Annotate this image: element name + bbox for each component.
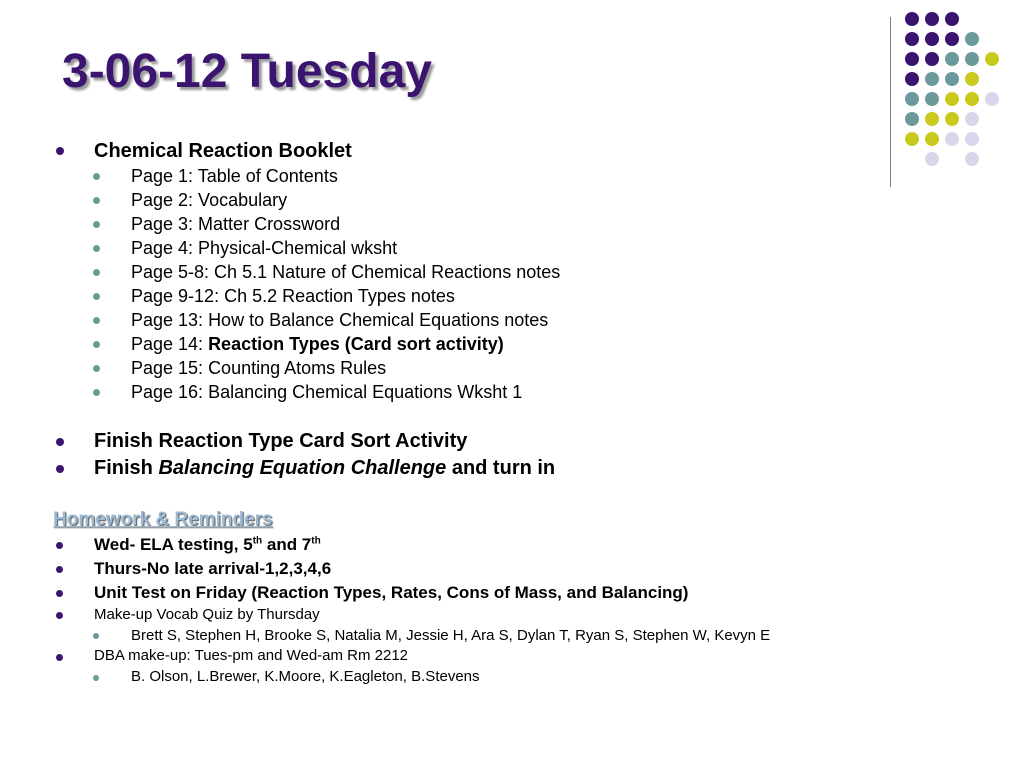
challenge-title: Balancing Equation Challenge (158, 457, 447, 479)
bullet-icon (56, 566, 63, 573)
ela-text-b: and 7 (262, 535, 312, 554)
booklet-page-5-8: Page 5-8: Ch 5.1 Nature of Chemical Reactions notes (131, 262, 561, 282)
bullet-icon (56, 542, 63, 549)
booklet-page-2: Page 2: Vocabulary (131, 190, 288, 210)
ela-text-a: Wed- ELA testing, 5 (94, 535, 253, 554)
sub-bullet-icon (93, 633, 99, 639)
vocab-quiz-names: Brett S, Stephen H, Brooke S, Natalia M, Jessie H, Ara S, Dylan T, Ryan S, Stephen W, Kevyn E (131, 627, 771, 644)
reminder-vocab-quiz: Make-up Vocab Quiz by Thursday (94, 606, 320, 623)
bullet-icon (56, 438, 64, 446)
sub-bullet-icon (93, 221, 100, 228)
booklet-heading: Chemical Reaction Booklet (94, 140, 352, 162)
reminder-dba-makeup: DBA make-up: Tues-pm and Wed-am Rm 2212 (94, 647, 409, 664)
sub-bullet-icon (93, 269, 100, 276)
booklet-page-3: Page 3: Matter Crossword (131, 214, 341, 234)
booklet-page-16: Page 16: Balancing Chemical Equations Wksht 1 (131, 382, 523, 402)
page-14-prefix: Page 14: (131, 334, 209, 354)
task-challenge (94, 457, 555, 480)
booklet-page-15: Page 15: Counting Atoms Rules (131, 358, 387, 378)
challenge-prefix: Finish (94, 457, 159, 479)
booklet-page-13: Page 13: How to Balance Chemical Equations notes (131, 310, 549, 330)
sub-bullet-icon (93, 317, 100, 324)
sub-bullet-icon (93, 293, 100, 300)
sub-bullet-icon (93, 245, 100, 252)
bullet-icon (56, 147, 64, 155)
booklet-page-1: Page 1: Table of Contents (131, 166, 338, 186)
ela-sup-1: th (252, 535, 263, 547)
challenge-suffix: and turn in (446, 457, 556, 479)
bullet-icon (56, 612, 63, 619)
ela-sup-2: th (311, 535, 321, 547)
sub-bullet-icon (93, 341, 100, 348)
reminder-ela-testing (94, 535, 321, 555)
sub-bullet-icon (93, 197, 100, 204)
homework-heading-link[interactable]: Homework & Reminders (53, 509, 273, 530)
sub-bullet-icon (93, 173, 100, 180)
booklet-page-9-12: Page 9-12: Ch 5.2 Reaction Types notes (131, 286, 455, 306)
page-14-title: Reaction Types (Card sort activity) (208, 334, 504, 354)
slide-title: 3-06-12 Tuesday (62, 45, 432, 98)
dba-makeup-names: B. Olson, L.Brewer, K.Moore, K.Eagleton, B.Stevens (131, 668, 480, 685)
task-card-sort: Finish Reaction Type Card Sort Activity (94, 430, 468, 452)
booklet-page-4: Page 4: Physical-Chemical wksht (131, 238, 398, 258)
reminder-thursday: Thurs-No late arrival-1,2,3,4,6 (94, 559, 332, 578)
bullet-icon (56, 654, 63, 661)
booklet-page-14 (131, 334, 504, 355)
sub-bullet-icon (93, 675, 99, 681)
bullet-icon (56, 590, 63, 597)
reminder-unit-test: Unit Test on Friday (Reaction Types, Rates, Cons of Mass, and Balancing) (94, 583, 689, 602)
sub-bullet-icon (93, 389, 100, 396)
bullet-icon (56, 465, 64, 473)
sub-bullet-icon (93, 365, 100, 372)
